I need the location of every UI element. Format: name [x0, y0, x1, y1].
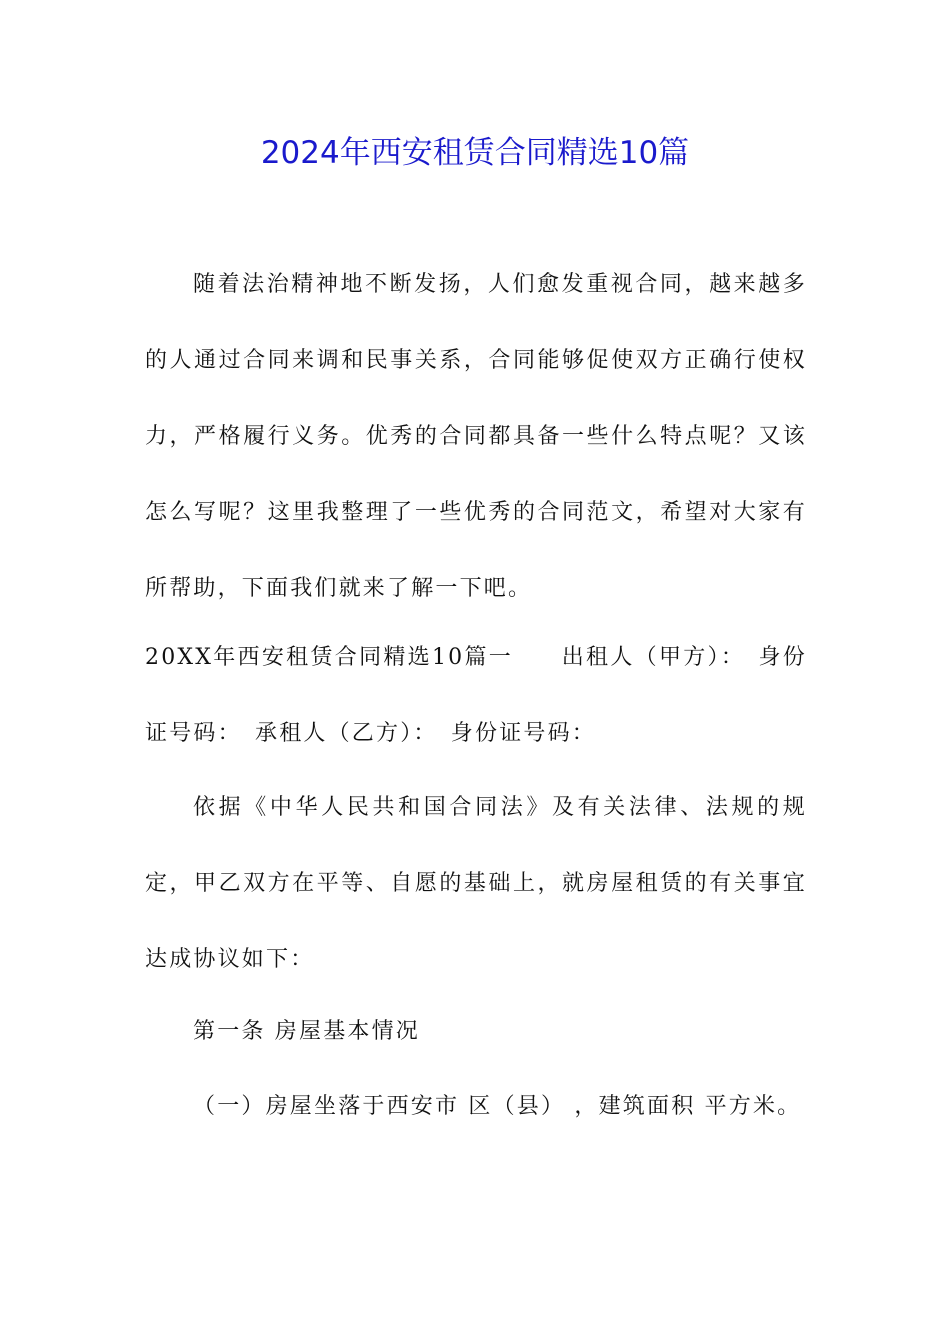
article-one-heading: 第一条 房屋基本情况: [193, 1019, 420, 1044]
basis-paragraph: 依据《中华人民共和国合同法》及有关法律、法规的规定，甲乙双方在平等、自愿的基础上，就房屋租赁的有关事宜达成协议如下：: [145, 795, 807, 972]
article-one-item-one: （一）房屋坐落于西安市 区（县） ，建筑面积 平方米。: [193, 1094, 802, 1119]
document-title: 2024年西安租赁合同精选10篇: [260, 135, 690, 171]
section-heading-paragraph: 20XX年西安租赁合同精选10篇一 出租人（甲方）： 身份证号码： 承租人（乙方）： 身份证号码：: [145, 645, 807, 746]
intro-paragraph: 随着法治精神地不断发扬，人们愈发重视合同，越来越多的人通过合同来调和民事关系，合同能够促使双方正确行使权力，严格履行义务。优秀的合同都具备一些什么特点呢？又该怎么写呢？这里我整理了一些优秀的合同范文，希望对大家有所帮助，下面我们就来了解一下吧。: [145, 272, 807, 601]
